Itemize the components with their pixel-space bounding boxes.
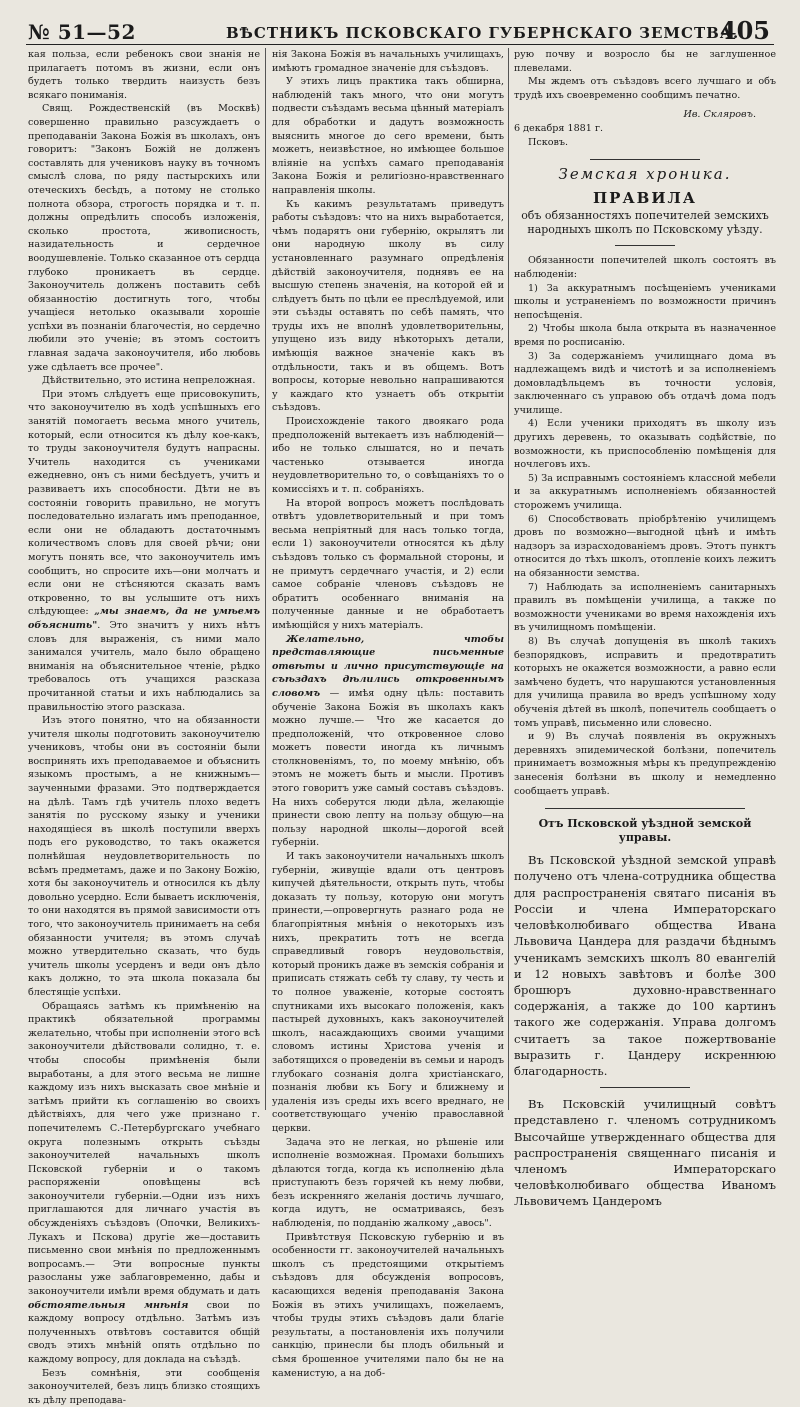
paragraph: Задача это не легкая, но рѣшеніе или исполненіе возможная. Промахи большихъ дѣлаются тогда, когда къ исполненію дѣла приступаютъ безъ горячей къ нему любви, безъ искренняго желанія достичь лучшаго, когда идутъ, не осматриваясь, безъ наблюденія, по подданію жалкому „авось". (272, 1136, 504, 1230)
rules-title: ПРАВИЛА (593, 188, 697, 207)
paragraph: Къ какимъ результатамъ приведутъ работы съѣздовъ: что на нихъ выработается, чѣмъ подарятъ они губернію, окрылятъ ли они народную школу въ силу установленнаго разумнаго опредѣленія дѣйствій законоучителя, поднявъ ее на высшую степень значенія, на которой ей и слѣдуетъ быть по цѣли ее преслѣдуемой, или эти съѣзды оставятъ по себѣ память, что труды ихъ не вполнѣ удовлетворительны, упущено изъ виду нѣкоторыхъ детали, имѣющія важное значеніе какъ въ отдѣльности, такъ и въ общемъ. Вотъ вопросы, которые невольно напрашиваются у каждаго кто узнаетъ объ открытіи съѣздовъ. (272, 198, 504, 414)
rule-item: 2) Чтобы школа была открыта въ назначенное время по росписанію. (514, 323, 776, 348)
emphasized-phrase: обстоятельныя мнѣнія (28, 1299, 189, 1311)
paragraph: И такъ законоучители начальныхъ школъ губерніи, живущіе вдали отъ центровъ кипучей дѣятельности, открыть путь, чтобы доказать ту пользу, которую они могутъ принести,—опровергнуть разнаго рода не благопріятныя мнѣнія о некоторыхъ изъ нихъ, прекратить тотъ не всегда справедливый говоръ неудовольствія, который проникъ даже въ земскія собранія и приписать стяжать себѣ ту славу, ту честь и то полное уваженіе, которые состоятъ спутниками ихъ высокаго положенія, какъ пастырей духовныхъ, какъ законоучителей школъ, насаждающихъ своими учащими словомъ истины Христова ученія и заботящихся о проведеніи въ семьи и народъ глубокаго сознанія долга христіанскаго, познанія любви къ Богу и ближнему и удаленія изъ среды ихъ всего вреднаго, не соответствующаго ученію православной церкви. (272, 851, 504, 1134)
rule-item: 8) Въ случаѣ допущенія въ школѣ такихъ безпорядковъ, исправить и предотвратить которыхъ не окажется возможности, а равно если замѣчено будетъ, что нарушаются установленныя для училища правила во вредъ успѣшному ходу обученія дѣтей въ школѣ, попечитель сообщаетъ о томъ управѣ, письменно или словесно. (514, 635, 776, 729)
section-heading: Земская хроника. (558, 165, 732, 184)
quoted-phrase: „мы знаемъ, да не умѣемъ объяснить" (28, 606, 260, 631)
paragraph-text: Обращаясь затѣмъ къ примѣненію на практикѣ обязательной программы желательно, чтобы при исполненіи этого всѣ законоучители дѣйствовали солидно, т. е. чтобы способы примѣненія были выработаны, а для этого весьма не лишне каждому изъ нихъ высказать свое мнѣніе и затѣмъ прийти къ соглашенію во своихъ дѣйствіяхъ, для чего уже признано г. попечителемъ С.-Петербургскаго учебнаго округа полезнымъ открыть съѣзды законоучителей начальныхъ школъ Псковской губерніи и о такомъ распоряженіи оповѣщены всѣ законоучители губерніи.—Одни изъ нихъ приглашаются для личнаго участія въ обсужденіяхъ съѣздовъ (Опочки, Великихъ-Лукахъ и Пскова) другіе же—доставить письменно свои мнѣнія по предложеннымъ вопросамъ.— Эти вопросные пункты разосланы уже заблаговременно, дабы и законоучители имѣли время обдумать и дать (28, 1000, 260, 1298)
rule-item: 7) Наблюдать за исполненіемъ санитарныхъ правилъ въ помѣщеніи училища, а также по возможности учениками во время нахожденія ихъ въ училищномъ помѣщеніи. (514, 581, 776, 634)
rule-item: 6) Способствовать пріобрѣтенію училищемъ дровъ по возможно—выгодной цѣнѣ и имѣть надзоръ за израсходованіемъ дровъ. Этотъ пунктъ относится до тѣхъ школъ, отопленіе коихъ лежитъ на обязанности земства. (514, 513, 776, 579)
paragraph: Въ Псковскій училищный совѣтъ представлено г. членомъ сотрудникомъ Высочайше утвержденнаго общества для распространенія священнаго писанія и членомъ Императорскаго человѣколюбиваго общества Иваномъ Львовичемъ Цандеромъ (514, 1097, 776, 1209)
column-left (28, 48, 261, 1406)
emphasized-phrase: Желательно, чтобы представляющие письменные отвѣты и лично присутствующіе на съѣздахъ дѣлились откровеннымъ словомъ (272, 633, 504, 699)
paragraph: кая польза, если ребенокъ свои знанія не прилагаетъ потомъ въ жизни, если онъ будетъ только твердить наизусть безъ всякаго пониманія. (28, 49, 260, 101)
paragraph: рую почву и возросло бы не заглушенное плевелами. (514, 49, 776, 74)
paragraph: Въ Псковской уѣздной земской управѣ получено отъ члена-сотрудника общества для распространенія святаго писанія въ Россіи и члена Императорскаго человѣколюбиваго общества Ивана Львовича Цандера для раздачи бѣднымъ ученикамъ земскихъ школъ 80 евангелій и 12 новыхъ завѣтовъ и болѣе 300 брошюръ духовно-нравственнаго содержанія, а также до 100 картинъ такого же содержанія. Управа долгомъ считаетъ за такое пожертвованіе выразить г. Цандеру искреннюю благодарность. (514, 853, 776, 1078)
paragraph: Изъ этого понятно, что на обязанности учителя школы подготовить законоучителю учениковъ, чтобы они въ состояніи были воспринять ихъ преподаваемое и объяснить языкомъ простымъ, а не книжнымъ—заученными фразами. Это подтверждается на дѣлѣ. Тамъ гдѣ учитель плохо ведетъ занятія по русскому языку и ученики находящіеся въ школѣ поступили вверхъ подъ его руководство, то такъ окажется полнѣйшая неудовлетворительность по всѣмъ предметамъ, даже и по Закону Божію, хотя бы законоучитель и относился къ дѣлу довольно усердно. Если бываетъ исключенія, то они находятся въ прямой зависимости отъ того, что законоучитель принимаетъ на себя обязанности учителя; въ этомъ случаѣ можно утвердительно сказать, что будь учитель школы усерденъ и веди онъ дѣло какъ должно, то эта школа показала бы блестящіе успѣхи. (28, 715, 260, 998)
rule-item: 4) Если ученики приходятъ въ школу изъ другихъ деревень, то оказывать содѣйствіе, по возможности, къ приспособленію помѣщенія для ночлеговъ ихъ. (514, 418, 776, 471)
rule-item: 3) За содержаніемъ училищнаго дома въ надлежащемъ видѣ и чистотѣ и за исполненіемъ домовладѣльцемъ въ точности условія, заключеннаго съ управою объ отдачѣ дома подъ училище. (514, 350, 776, 416)
journal-title: ВѢСТНИКЪ ПСКОВСКАГО ГУБЕРНСКАГО ЗЕМСТВА. (226, 24, 740, 42)
column-middle (272, 48, 504, 1379)
paragraph: Обязанности попечителей школъ состоятъ въ наблюденіи: (514, 255, 776, 280)
paragraph (272, 633, 504, 851)
section-heading: Отъ Псковской уѣздной земской управы. (538, 817, 752, 844)
paragraph: Привѣтствуя Псковскую губернію и въ особенности гг. законоучителей начальныхъ школъ съ предстоящими открытіемъ съѣздовъ для обсужденія вопросовъ, касающихся веденія преподаванія Закона Божія въ этихъ училищахъ, пожелаемъ, чтобы труды этихъ съѣздовъ дали благіе результаты, а постановленія ихъ получили санкцію, принесли бы плодъ обильный и сѣмя брошенное учителями пало бы не на каменистую, а на доб- (272, 1231, 504, 1379)
rule-item: и 9) Въ случаѣ появленія въ окружныхъ деревняхъ эпидемической болѣзни, попечитель принимаетъ возможныя мѣры къ предупрежденію занесенія болѣзни въ школу и немедленно сообщаетъ управѣ. (514, 731, 776, 797)
rule-item: 5) За исправнымъ состояніемъ классной мебели и за аккуратнымъ исполненіемъ обязанностей сторожемъ училища. (514, 472, 776, 512)
page-header (26, 14, 774, 45)
column-divider (508, 48, 509, 1110)
paragraph (28, 1000, 260, 1367)
paragraph: У этихъ лицъ практика такъ обширна, наблюденій такъ много, что они могутъ подвести съѣздамъ весьма цѣнный матеріалъ для обработки и дадутъ возможность выяснить многое до сего времени, быть можетъ, неизвѣстное, но имѣющее большое вліяніе на успѣхъ самаго преподаванія Закона Божія и религіозно-нравственнаго направленія школы. (272, 76, 504, 196)
paragraph (28, 388, 260, 714)
paragraph: Дѣйствительно, это истина непреложная. (42, 375, 256, 387)
paragraph: Безъ сомнѣнія, эти сообщенія законоучителей, безъ лицъ близко стоящихъ къ дѣлу преподава- (28, 1367, 260, 1406)
paragraph-text: свои по каждому вопросу отдѣльно. Затѣмъ изъ полученныхъ отвѣтовъ составится общій сводъ этихъ мнѣній опять отдѣльно по каждому вопросу, для доклада на съѣздѣ. (28, 1299, 261, 1365)
author-signature: Ив. Скляровъ. (683, 109, 756, 121)
section-separator (545, 808, 745, 809)
rule-item: 1) За аккуратнымъ посѣщеніемъ учениками школы и устраненіемъ по возможности причинъ непосѣщенія. (514, 282, 776, 321)
section-separator (615, 245, 675, 246)
issue-number: № 51—52 (28, 20, 136, 44)
rules-subtitle: объ обязанностяхъ попечителей земскихъ народныхъ школъ по Псковскому уѣзду. (521, 209, 769, 237)
article-date: 6 декабря 1881 г. (514, 122, 604, 134)
paragraph: На второй вопросъ можетъ послѣдовать отвѣтъ удовлетворительный и при томъ весьма непріятный для насъ только тогда, если 1) законоучители относятся къ дѣлу съѣздовъ только съ формальной стороны, и не примутъ сердечнаго участія, и 2) если самое собраніе членовъ съѣздовъ не обратитъ особеннаго вниманія на полученные данные и не обработаетъ имѣющійся у нихъ матеріалъ. (272, 497, 504, 631)
paragraph: Свящ. Рождественскій (въ Москвѣ) совершенно правильно разсуждаетъ о преподаваніи Закона Божія въ школахъ, онъ говоритъ: "Законъ Божій не долженъ составлять для учениковъ науку въ точномъ смыслѣ слова, по ряду пастырскихъ или отеческихъ бесѣдъ, а потому не столько полнота обзора, строгость порядка и т. п. должны опредѣлить способъ изложенія, сколько простота, живописность, назидательность и сердечное воодушевленіе. Только сказанное отъ сердца глубоко проникаетъ въ сердце. Законоучитель долженъ поставить себѣ обязанностію достигнуть того, чтобы учащіеся нетолько оказывали хорошіе успѣхи въ познаніи благочестія, но сердечно любили это ученіе; въ этомъ состоитъ главная задача законоучителя, ибо любовь уже сдѣлаетъ все прочее". (28, 103, 260, 373)
paragraph-text: При этомъ слѣдуетъ еще присовокупить, что законоучителю въ ходѣ успѣшныхъ его занятій помогаетъ весьма много учитель, который, если относится къ дѣлу кое-какъ, то труды законоучителя будутъ напрасны. Учитель находится съ учениками ежедневно, онъ съ ними бесѣдуетъ, учитъ и развиваетъ ихъ способности. Дѣти не въ состояніи говорить правильно, не могутъ последовательно излагать имъ преподанное, если они не обладаютъ достаточнымъ количествомъ словъ для своей рѣчи; они могутъ понять все, что законоучитель имъ сообщитъ, но спросите ихъ—они молчатъ и если они не стѣсняются сказать вамъ откровенно, то вы услышите отъ нихъ слѣдующее: (28, 388, 260, 618)
column-right (514, 48, 776, 1209)
paragraph-text: — имѣя одну цѣль: поставить обученіе Закона Божія въ школахъ какъ можно лучше.— Что же касается до предположеній, что откровенное слово можетъ повести иногда къ личнымъ столкновеніямъ, то, по моему мнѣнію, объ этомъ не можетъ быть и мысли. Противъ этого говоритъ уже самый составъ съѣздовъ. На нихъ соберутся люди дѣла, желающіе принести свою лепту на пользу общую—на пользу народной школы—дорогой всей губерніи. (272, 687, 504, 849)
column-divider (265, 48, 266, 1110)
section-separator (600, 1087, 690, 1088)
paragraph-text: . Это значитъ у нихъ нѣтъ словъ для выраженія, съ ними мало занимался учитель, мало было обращено вниманія на объяснительное чтеніе, рѣдко требовалось отъ учащихся разсказа прочитанной статьи и ихъ наблюдались за правильностію этого разсказа. (28, 619, 260, 713)
paragraph: нія Закона Божія въ начальныхъ училищахъ, имѣютъ громадное значеніе для съѣздовъ. (272, 49, 504, 74)
paragraph: Происхожденіе такого двоякаго рода предположеній вытекаетъ изъ наблюденій—ибо не только слышатся, но и печать частенько отзывается иногда неудовлетворительно то, о совѣщаніяхъ то о комиссіяхъ и т. п. собраніяхъ. (272, 416, 504, 495)
page-number: 405 (719, 16, 770, 45)
paragraph: Мы ждемъ отъ съѣздовъ всего лучшаго и объ трудѣ ихъ своевременно сообщимъ печатно. (514, 76, 776, 101)
article-place: Псковъ. (528, 136, 569, 148)
section-separator (590, 159, 700, 160)
